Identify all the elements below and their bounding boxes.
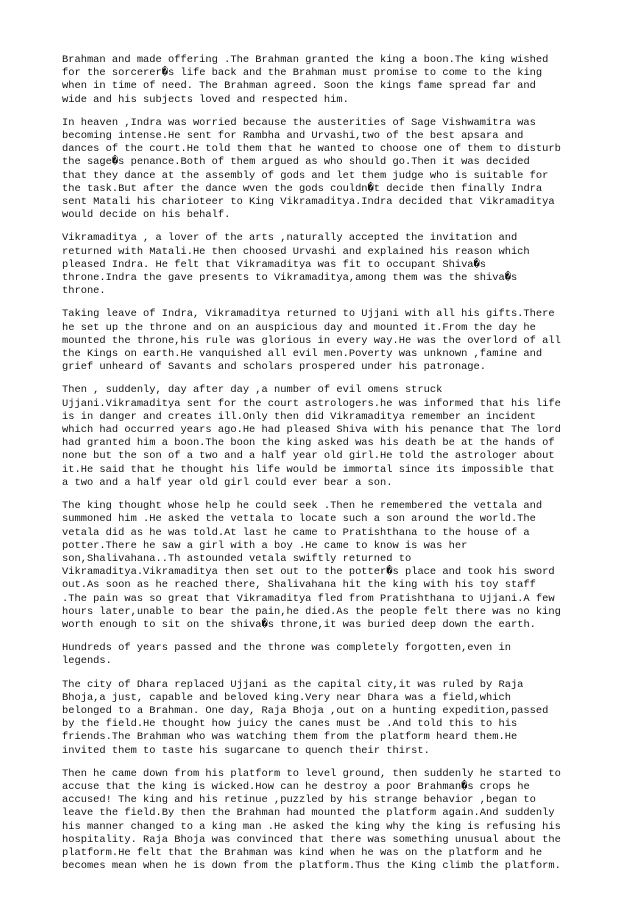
paragraph-7: Hundreds of years passed and the throne was completely forgotten,even in legends. bbox=[62, 642, 511, 668]
paragraph-2: In heaven ,Indra was worried because the austerities of Sage Vishwamitra was becoming intense.He sent for Rambha and Urvashi,two of the best apsara and dances of the court.He told them that he wanted to choose one of them to disturb the sage�s penance.Both of them argued as who should go.Then it was decided that they dance at the assembly of gods and let them judge who is suitable for the task.But after the dance wven the gods couldn�t decide then finally Indra sent Matali his charioteer to King Vikramaditya.Indra decided that Vikramaditya would decide on his behalf. bbox=[62, 116, 561, 222]
paragraph-6: The king thought whose help he could seek .Then he remembered the vettala and summoned him .He asked the vettala to locate such a son around the world.The vetala did as he was told.At last he came to Pratishthana to the house of a potter.There he saw a girl with a boy .He came to know is was her son,Shalivahana..Th astounded vetala swiftly returned to Vikramaditya.Vikramaditya then set out to the potter�s place and took his sword out.As soon as he reached there, Shalivahana hit the king with his toy staff .The pain was so great that Vikramaditya fled from Pratishthana to Ujjani.A few hours later,unable to bear the pain,he died.As the people felt there was no king worth enough to sit on the shiva�s throne,it was buried deep down the earth. bbox=[62, 500, 561, 631]
paragraph-4: Taking leave of Indra, Vikramaditya returned to Ujjani with all his gifts.There he set up the throne and on an auspicious day and mounted it.From the day he mounted the throne,his rule was glorious in every way.He was the overlord of all the Kings on earth.He vanquished all evil men.Poverty was unknown ,famine and grief unheard of Savants and scholars prospered under his patronage. bbox=[62, 308, 561, 374]
paragraph-1: Brahman and made offering .The Brahman granted the king a boon.The king wished for the sorcerer�s life back and the Brahman must promise to come to the king when in time of need. The Brahman agreed. Soon the kings fame spread far and wide and his subjects loved and respected him. bbox=[62, 54, 549, 106]
paragraph-3: Vikramaditya , a lover of the arts ,naturally accepted the invitation and returned with Matali.He then choosed Urvashi and explained his reason which pleased Indra. He felt that Vikramaditya was fit to occupant Shiva�s throne.Indra the gave presents to Vikramaditya,among them was the shiva�s throne. bbox=[62, 232, 530, 298]
document-body bbox=[62, 54, 576, 883]
paragraph-9: Then he came down from his platform to level ground, then suddenly he started to accuse that the king is wicked.How can he destroy a poor Brahman�s crops he accused! The king and his retinue ,puzzled by his strange behavior ,began to leave the field.By then the Brahman had mounted the platform again.And suddenly his manner changed to a king man .He asked the king why the king is refusing his hospitality. Raja Bhoja was convinced that there was something unusual about the platform.He felt that the Brahman was kind when he was on the platform and he becomes mean when he is down from the platform.Thus the King climb the platform. bbox=[62, 767, 561, 873]
paragraph-8: The city of Dhara replaced Ujjani as the capital city,it was ruled by Raja Bhoja,a just, capable and beloved king.Very near Dhara was a field,which belonged to a Brahman. One day, Raja Bhoja ,out on a hunting expedition,passed by the field.He thought how juicy the canes must be .And told this to his friends.The Brahman who was watching them from the platform heard them.He invited them to taste his sugarcane to quench their thirst. bbox=[62, 678, 549, 757]
paragraph-5: Then , suddenly, day after day ,a number of evil omens struck Ujjani.Vikramaditya sent for the court astrologers.he was informed that his life is in danger and creates ill.Only then did Vikramaditya remember an incident which had occurred years ago.He had pleased Shiva with his penance that The lord had granted him a boon.The boon the king asked was his death be at the hands of none but the son of a two and a half year old girl.He told the astrologer about it.He said that he thought his life would be immortal since its impossible that a two and a half year old girl could ever bear a son. bbox=[62, 384, 561, 489]
